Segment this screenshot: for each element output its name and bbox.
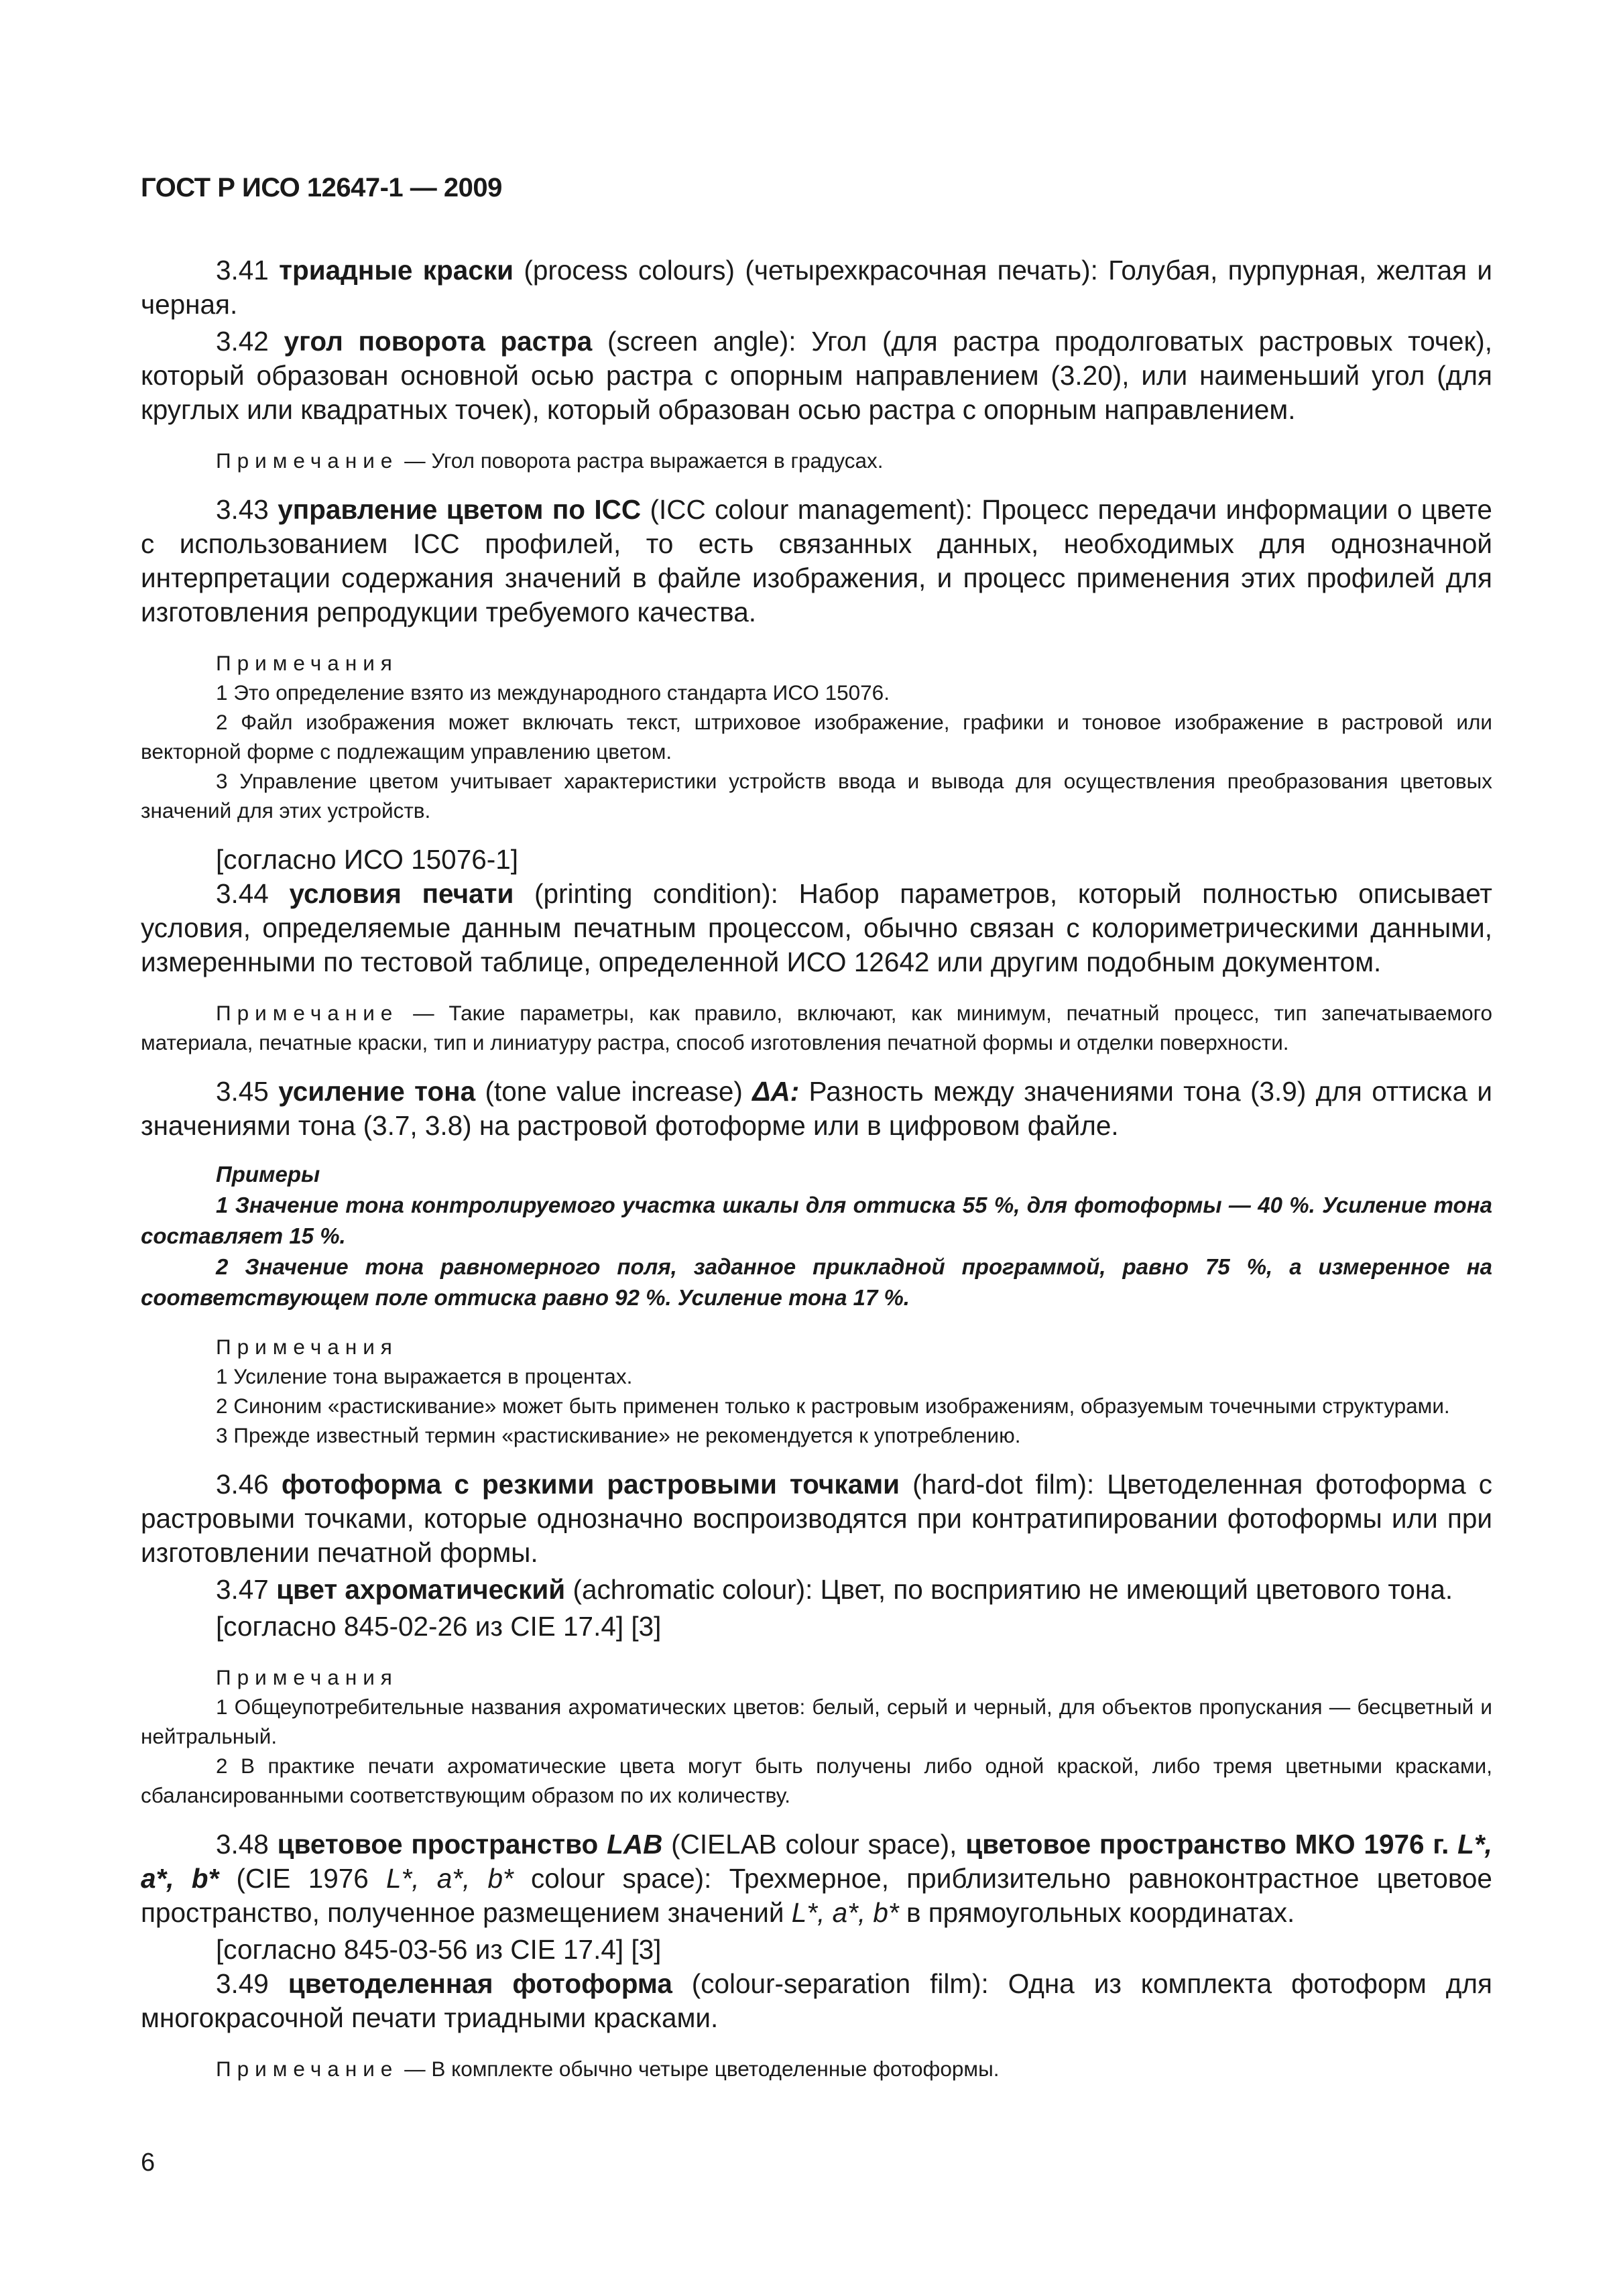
examples-block [141,1159,1492,1313]
notes-label: Примечания [216,651,398,675]
examples-label: Примеры [216,1162,320,1187]
term-definition: Угол (для растра продолговатых растровых точек), который образован основной осью растра с опорным направлением (3.20), или наименьший угол (для круглых или квадратных точек), который образован осью растра с опорным направлением. [141,326,1492,425]
note-item: 1 Общеупотребительные названия ахроматических цветов: белый, серый и черный, для объектов пропускания — бесцветный и нейтральный. [141,1695,1492,1748]
term-name: условия печати [289,878,514,909]
term-3-41 [141,253,1492,322]
term-english-symbol: L*, a*, b* [386,1863,514,1894]
term-number: 3.49 [216,1968,269,1999]
notes-block [141,1663,1492,1810]
note-label: Примечание [216,448,399,473]
note-item: 2 Файл изображения может включать текст, штриховое изображение, графики и тоновое изображение в растровой или векторной форме с подлежащим управлению цветом. [141,710,1492,764]
term-number: 3.46 [216,1469,269,1500]
term-english: (screen angle): [607,326,796,357]
term-symbol: LAB [607,1829,663,1860]
term-3-49 [141,1967,1492,2035]
note-text: — В комплекте обычно четыре цветоделенные фотоформы. [404,2057,1000,2081]
term-definition: Одна из комплекта фотоформ для многокрасочной печати триадными красками. [141,1968,1492,2033]
page-number: 6 [141,2149,156,2177]
document-header: ГОСТ Р ИСО 12647-1 — 2009 [141,173,502,202]
term-definition: Цветоделенная фотоформа с растровыми точками, которые однозначно воспроизводятся при контратипировании фотоформы или при изготовлении печатной формы. [141,1469,1492,1568]
term-name: фотоформа с резкими растровыми точками [281,1469,900,1500]
note-label: Примечание [216,2057,399,2081]
term-number: 3.41 [216,255,269,286]
term-name: управление цветом по ICC [278,494,642,525]
term-3-48 [141,1827,1492,1930]
term-definition: Процесс передачи информации о цвете с использованием ICC профилей, то есть связанных данных, необходимых для однозначной интерпретации содержания значений в файле изображения, и процесс применения этих профилей для изготовления репродукции требуемого качества. [141,494,1492,627]
term-definition-tail: в прямоугольных координатах. [906,1897,1295,1928]
note-item: 3 Управление цветом учитывает характеристики устройств ввода и вывода для осуществления преобразования цветовых значений для этих устройств. [141,769,1492,823]
note [141,446,1492,475]
source-reference: [согласно 845-03-56 из CIE 17.4] [3] [216,1934,662,1965]
term-number: 3.48 [216,1829,269,1860]
term-name: цветоделенная фотоформа [288,1968,672,1999]
term-number: 3.44 [216,878,269,909]
note-item: 3 Прежде известный термин «растискивание» не рекомендуется к употреблению. [216,1423,1021,1447]
source-reference: [согласно ИСО 15076-1] [216,844,519,875]
page-content [141,253,1492,2101]
term-english-tail: colour space): [531,1863,712,1894]
example-item: 2 Значение тона равномерного поля, заданное прикладной программой, равно 75 %, а измеренное на соответствующем поле оттиска равно 92 %. Усиление тона 17 %. [141,1254,1492,1310]
term-3-47 [141,1573,1492,1607]
term-name-alt: цветовое пространство МКО 1976 г. [965,1829,1449,1860]
note-block [141,2054,1492,2083]
term-definition: (четырехкрасочная печать): Голубая, пурпурная, желтая и черная. [141,255,1492,320]
term-3-45 [141,1075,1492,1143]
note-item: 1 Это определение взято из международного стандарта ИСО 15076. [216,680,890,705]
note-item: 2 Синоним «растискивание» может быть применен только к растровым изображениям, образуемым точечными структурами. [216,1394,1450,1418]
note-text: — Угол поворота растра выражается в градусах. [404,448,884,473]
term-3-42 [141,324,1492,427]
term-name: цвет ахроматический [276,1574,566,1605]
term-number: 3.45 [216,1076,269,1107]
notes-label: Примечания [216,1665,398,1689]
term-name: усиление тона [278,1076,476,1107]
term-english: (hard-dot film): [912,1469,1095,1500]
term-3-46 [141,1467,1492,1570]
term-definition: Набор параметров, который полностью описывает условия, определяемые данным печатным процессом, обычно связан с колориметрическими данными, измеренными по тестовой таблице, определенной ИСО 12642 или другим подобным документом. [141,878,1492,977]
term-number: 3.42 [216,326,269,357]
note-block [141,446,1492,475]
term-symbol-alt: L*, a*, b* [141,1829,1492,1894]
term-english: (ICC colour management): [650,494,973,525]
term-name: триадные краски [279,255,514,286]
term-3-44 [141,877,1492,979]
term-english: (CIELAB colour space), [671,1829,957,1860]
note-block [141,998,1492,1057]
notes-block [141,1332,1492,1450]
example-item: 1 Значение тона контролируемого участка шкалы для оттиска 55 %, для фотоформы — 40 %. Усиление тона составляет 15 %. [141,1193,1492,1248]
note [141,998,1492,1057]
term-number: 3.47 [216,1574,269,1605]
note [141,2054,1492,2083]
notes-label: Примечания [216,1335,398,1359]
notes-block [141,648,1492,825]
term-name: угол поворота растра [284,326,593,357]
term-english: (process colours) [524,255,735,286]
term-english: (colour-separation film): [691,1968,989,1999]
note-label: Примечание [216,1001,399,1025]
note-item: 1 Усиление тона выражается в процентах. [216,1364,633,1388]
term-english: (achromatic colour): [573,1574,813,1605]
note-text: — Такие параметры, как правило, включают, как минимум, печатный процесс, тип запечатываемого материала, печатные краски, тип и линиатуру растра, способ изготовления печатной формы и отделки поверхности. [141,1001,1492,1054]
term-definition: Разность между значениями тона (3.9) для оттиска и значениями тона (3.7, 3.8) на растровой фотоформе или в цифровом файле. [141,1076,1492,1141]
term-english: (tone value increase) [485,1076,743,1107]
source-reference: [согласно 845-02-26 из CIE 17.4] [3] [216,1611,662,1642]
term-definition: Цвет, по восприятию не имеющий цветового тона. [820,1574,1453,1605]
term-definition-symbol: L*, a*, b* [791,1897,899,1928]
term-english-alt: (CIE 1976 [236,1863,369,1894]
term-3-43 [141,493,1492,629]
term-english: (printing condition): [534,878,778,909]
term-name: цветовое пространство [277,1829,599,1860]
term-number: 3.43 [216,494,269,525]
term-symbol: ΔA: [752,1076,800,1107]
term-definition: Трехмерное, приблизительно равноконтрастное цветовое пространство, полученное размещением значений [141,1863,1492,1928]
note-item: 2 В практике печати ахроматические цвета могут быть получены либо одной краской, либо тремя цветными красками, сбалансированными соответствующим образом по их количеству. [141,1754,1492,1807]
